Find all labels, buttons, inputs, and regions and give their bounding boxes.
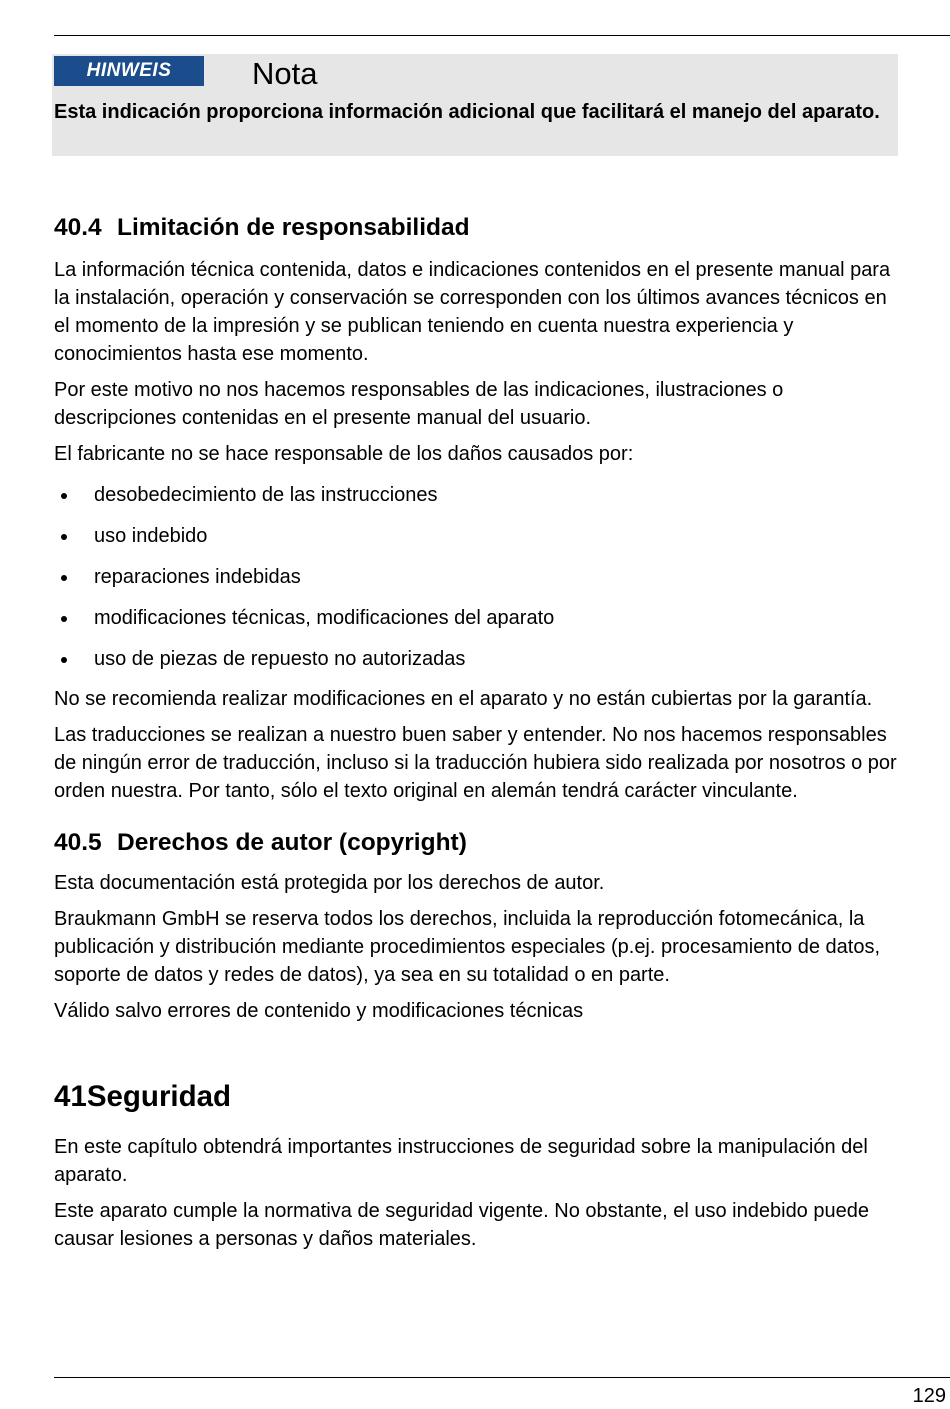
paragraph: Esta documentación está protegida por los derechos de autor. [54, 872, 605, 894]
list-item: modificaciones técnicas, modificaciones del aparato [54, 604, 904, 632]
section-heading-40-5 [54, 823, 904, 863]
section-heading-40-4 [54, 208, 904, 248]
liability-list [54, 481, 904, 673]
paragraph: La información técnica contenida, datos e indicaciones contenidos en el presente manual para la instalación, operación y conservación se corresponden con los últimos avances técnicos en el momento de la impresión y se publican teniendo en cuenta nuestra experiencia y conocimientos hasta ese momento. [54, 259, 891, 365]
list-item: reparaciones indebidas [54, 563, 904, 591]
paragraph: Braukmann GmbH se reserva todos los derechos, incluida la reproducción fotomecánica, la publicación y distribución mediante procedimientos especiales (p.ej. procesamiento de datos, soporte de datos y redes de datos), ya sea en su totalidad o en parte. [54, 908, 881, 986]
notice-box [52, 54, 898, 156]
chapter-number: 41 [54, 1080, 87, 1113]
section-number: 40.4 [54, 214, 102, 241]
chapter-title: Seguridad [86, 1080, 232, 1113]
list-item: uso de piezas de repuesto no autorizadas [54, 645, 904, 673]
paragraph: Por este motivo no nos hacemos responsables de las indicaciones, ilustraciones o descripciones contenidas en el presente manual del usuario. [54, 379, 784, 429]
section-number: 40.5 [54, 829, 102, 856]
footer-rule [54, 1377, 950, 1378]
section-title: Limitación de responsabilidad [117, 214, 470, 241]
notice-text: Esta indicación proporciona información adicional que facilitará el manejo del aparato. [54, 101, 880, 123]
paragraph: Este aparato cumple la normativa de seguridad vigente. No obstante, el uso indebido puede causar lesiones a personas y daños materiales. [54, 1200, 869, 1250]
section-title: Derechos de autor (copyright) [117, 829, 467, 856]
notice-badge: HINWEIS [54, 56, 204, 86]
chapter-heading-41 [54, 1075, 904, 1119]
list-item: uso indebido [54, 522, 904, 550]
header-rule [54, 35, 950, 36]
page-number: 129 [912, 1385, 946, 1407]
list-item: desobedecimiento de las instrucciones [54, 481, 904, 509]
paragraph: En este capítulo obtendrá importantes instrucciones de seguridad sobre la manipulación del aparato. [54, 1136, 868, 1186]
paragraph: No se recomienda realizar modificaciones en el aparato y no están cubiertas por la garantía. [54, 688, 873, 710]
document-content [54, 208, 904, 1253]
paragraph: Las traducciones se realizan a nuestro buen saber y entender. No nos hacemos responsables de ningún error de traducción, incluso si la traducción hubiera sido realizada por nosotros o por orden nuestra. Por tanto, sólo el texto original en alemán tendrá carácter vinculante. [54, 724, 897, 802]
paragraph: Válido salvo errores de contenido y modificaciones técnicas [54, 1000, 584, 1022]
notice-title: Nota [252, 56, 318, 91]
paragraph: El fabricante no se hace responsable de los daños causados por: [54, 443, 634, 465]
